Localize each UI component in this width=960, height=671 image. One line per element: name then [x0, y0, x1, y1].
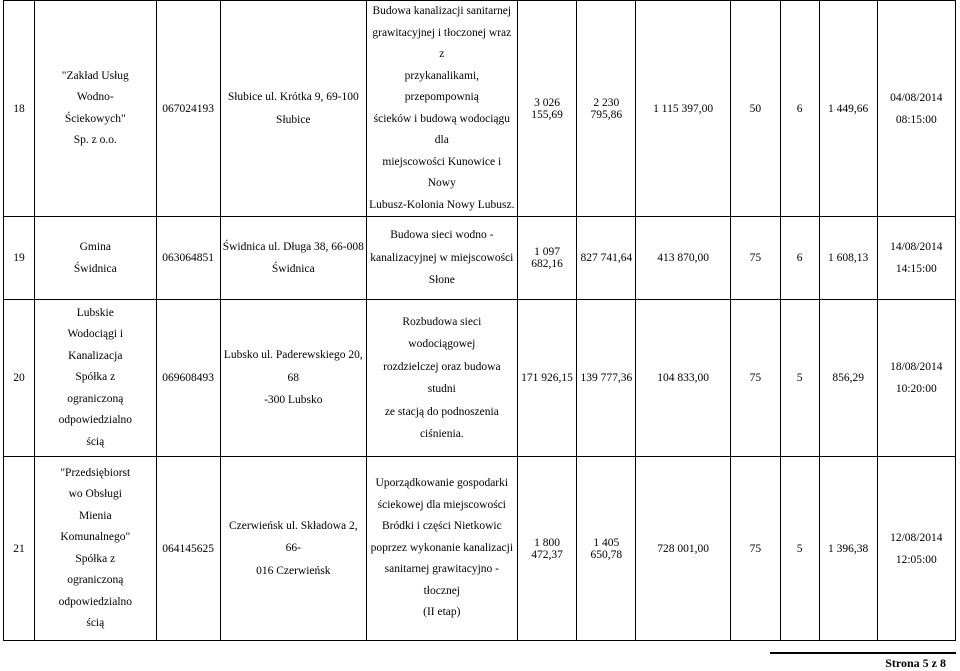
cell-applicant: Lubskie Wodociągi i Kanalizacja Spółka z ograniczoną odpowiedzialno ścią — [34, 300, 156, 457]
cell-eligible-cost: 2 230 795,86 — [577, 1, 636, 217]
cell-submitted — [877, 1, 955, 217]
cell-applicant: "Przedsiębiorst wo Obsługi Mienia Komunalnego" Spółka z ograniczoną odpowiedzialno ścią — [34, 457, 156, 641]
table-row — [4, 457, 956, 641]
cell-time: 14:15:00 — [895, 263, 937, 275]
cell-grant: 104 833,00 — [636, 300, 731, 457]
cell-grant: 728 001,00 — [636, 457, 731, 641]
cell-score: 1 449,66 — [819, 1, 877, 217]
cell-percent: 75 — [731, 300, 781, 457]
cell-date: 12/08/2014 — [890, 531, 943, 544]
cell-date: 18/08/2014 — [890, 361, 943, 373]
cell-submitted — [877, 300, 955, 457]
cell-months: 6 — [780, 217, 819, 300]
cell-percent: 50 — [731, 1, 781, 217]
cell-eligible-cost: 1 405 650,78 — [577, 457, 636, 641]
cell-score: 856,29 — [819, 300, 877, 457]
cell-score: 1 608,13 — [819, 217, 877, 300]
applications-table — [3, 0, 956, 641]
cell-address: Lubsko ul. Paderewskiego 20, 68 -300 Lubsko — [220, 300, 366, 457]
cell-eligible-cost: 139 777,36 — [577, 300, 636, 457]
cell-no: 20 — [4, 300, 35, 457]
cell-months: 5 — [780, 300, 819, 457]
cell-time: 12:05:00 — [895, 553, 937, 566]
cell-project: Uporządkowanie gospodarki ściekowej dla miejscowości Bródki i części Nietkowic poprzez wykonanie kanalizacji sanitarnej grawitacyjno - tłocznej (II etap) — [367, 457, 518, 641]
cell-project: Rozbudowa sieci wodociągowej rozdzielczej oraz budowa studni ze stacją do podnoszenia ciśnienia. — [367, 300, 518, 457]
page-number: Strona 5 z 8 — [770, 652, 956, 671]
cell-date: 14/08/2014 — [890, 241, 943, 253]
cell-months: 5 — [780, 457, 819, 641]
cell-no: 21 — [4, 457, 35, 641]
cell-regon: 067024193 — [156, 1, 220, 217]
cell-grant: 413 870,00 — [636, 217, 731, 300]
cell-applicant: "Zakład Usług Wodno- Ściekowych" Sp. z o.o. — [34, 1, 156, 217]
cell-no: 19 — [4, 217, 35, 300]
cell-submitted — [877, 457, 955, 641]
cell-total-cost: 1 097 682,16 — [517, 217, 577, 300]
cell-total-cost: 3 026 155,69 — [517, 1, 577, 217]
cell-total-cost: 1 800 472,37 — [517, 457, 577, 641]
cell-address: Słubice ul. Krótka 9, 69-100 Słubice — [220, 1, 366, 217]
cell-regon: 069608493 — [156, 300, 220, 457]
cell-time: 10:20:00 — [895, 383, 937, 395]
table-row — [4, 300, 956, 457]
cell-time: 08:15:00 — [895, 113, 937, 126]
cell-no: 18 — [4, 1, 35, 217]
table-row — [4, 217, 956, 300]
cell-address: Czerwieńsk ul. Składowa 2, 66- 016 Czerwieńsk — [220, 457, 366, 641]
cell-grant: 1 115 397,00 — [636, 1, 731, 217]
cell-project: Budowa sieci wodno - kanalizacyjnej w miejscowości Słone — [367, 217, 518, 300]
cell-regon: 064145625 — [156, 457, 220, 641]
cell-applicant: Gmina Świdnica — [34, 217, 156, 300]
table-row — [4, 1, 956, 217]
cell-submitted — [877, 217, 955, 300]
cell-percent: 75 — [731, 457, 781, 641]
cell-project: Budowa kanalizacji sanitarnej grawitacyjnej i tłoczonej wraz z przykanalikami, przepompownią ścieków i budową wodociągu dla miejscowości Kunowice i Nowy Lubusz-Kolonia Nowy Lubusz. — [367, 1, 518, 217]
cell-regon: 063064851 — [156, 217, 220, 300]
cell-date: 04/08/2014 — [890, 91, 943, 104]
cell-eligible-cost: 827 741,64 — [577, 217, 636, 300]
cell-address: Świdnica ul. Długa 38, 66-008 Świdnica — [220, 217, 366, 300]
cell-total-cost: 171 926,15 — [517, 300, 577, 457]
cell-months: 6 — [780, 1, 819, 217]
cell-percent: 75 — [731, 217, 781, 300]
cell-score: 1 396,38 — [819, 457, 877, 641]
